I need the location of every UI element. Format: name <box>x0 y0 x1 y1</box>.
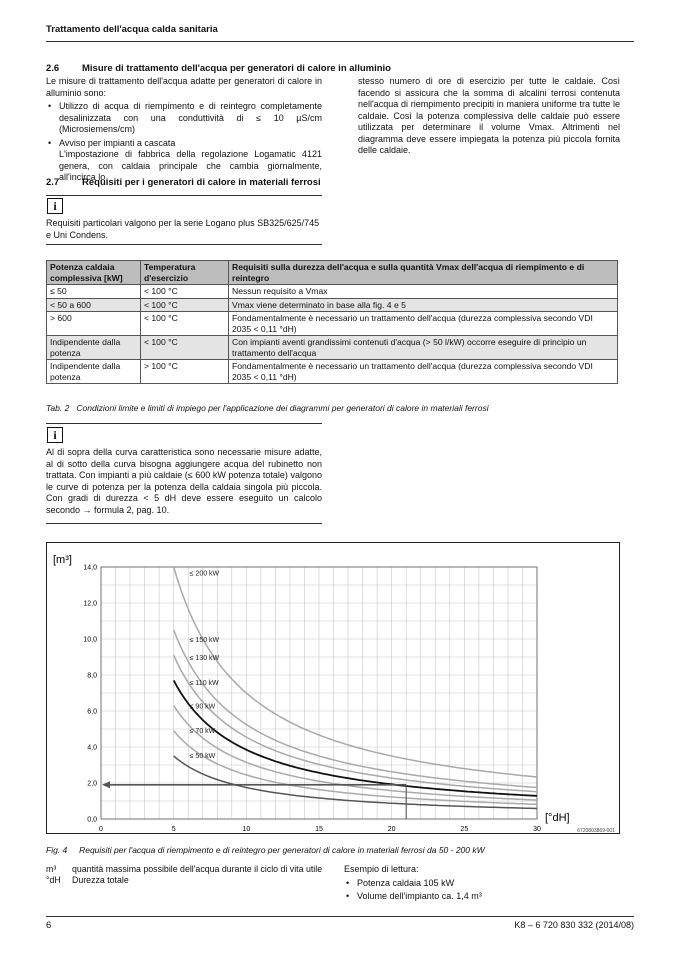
volume-hardness-chart <box>47 543 619 833</box>
x-tick-label: 0 <box>99 826 103 833</box>
y-tick-label: 8,0 <box>87 672 97 680</box>
note2-text: Al di sopra della curva caratteristica sono necessarie misure adatte, al di sotto della curva bisogna aggiungere acqua del rubinetto non trattata. Con impianti a più caldaie (≤ 600 kW potenza totale) valgono le curve di potenza per la potenza della caldaia singola più piccola. Con gradi di durezza < 5 dH deve essere eseguito un calcolo secondo → formula 2, pag. 10. <box>46 447 322 515</box>
example-title: Esempio di lettura: <box>344 864 419 874</box>
running-header: Trattamento dell'acqua calda sanitaria <box>46 24 218 35</box>
table-cell: < 100 °C <box>141 285 229 299</box>
series-label: ≤ 70 kW <box>189 727 216 735</box>
chart-frame <box>46 542 620 834</box>
section-2-6-heading <box>46 63 626 75</box>
note-rule-bottom <box>46 244 322 245</box>
reading-example-arrowhead <box>102 781 110 788</box>
table-cell: Vmax viene determinato in base alla fig. 4 e 5 <box>229 298 618 312</box>
bullet-item: • Avviso per impianti a cascata L'impostazione di fabbrica della regolazione Logamatic 4121 genera, con caldaia principale che cambia giornalmente, all'incirca lo <box>46 138 322 184</box>
x-tick-label: 30 <box>533 826 541 833</box>
table-row <box>47 360 618 384</box>
series-label: ≤ 90 kW <box>189 703 216 711</box>
legend-description: quantità massima possibile dell'acqua durante il ciclo di vita utile <box>72 864 323 874</box>
table-cell: Con impianti aventi grandissimi contenuti d'acqua (> 50 l/kW) occorre eseguire di principio un trattamento dell'acqua <box>229 336 618 360</box>
table-header: Requisiti sulla durezza dell'acqua e sulla quantità Vmax dell'acqua di riempimento e di reintegro <box>229 261 618 285</box>
series-line <box>174 680 537 796</box>
table-row <box>47 285 618 299</box>
series-label: ≤ 150 kW <box>189 637 220 644</box>
table-cell: Fondamentalmente è necessario un trattamento dell'acqua (durezza complessiva secondo VDI 2035 < 0,11 °dH) <box>229 312 618 336</box>
x-tick-label: 10 <box>242 826 251 833</box>
header-rule <box>46 41 634 42</box>
y-tick-label: 14,0 <box>83 564 97 572</box>
table-cell: ≤ 50 <box>47 285 141 299</box>
reading-example <box>344 864 624 903</box>
table-cell: < 100 °C <box>141 298 229 312</box>
series-label: ≤ 50 kW <box>189 753 216 761</box>
legend-description: Durezza totale <box>72 875 129 885</box>
series-label: ≤ 200 kW <box>189 570 220 578</box>
table-cell: < 100 °C <box>141 312 229 336</box>
x-tick-label: 5 <box>171 826 176 833</box>
table-header: Potenza caldaia complessiva [kW] <box>47 261 141 285</box>
y-tick-label: 10,0 <box>83 636 97 644</box>
table-header: Temperatura d'esercizio <box>141 261 229 285</box>
image-code: 6720803869-001 <box>577 828 615 833</box>
caption-text: Requisiti per l'acqua di riempimento e di reintegro per generatori di calore in materiali ferrosi da 50 - 200 kW <box>79 845 485 855</box>
table-row <box>47 312 618 336</box>
x-tick-label: 15 <box>315 826 323 833</box>
table-cell: < 100 °C <box>141 336 229 360</box>
section-2-6-left-column <box>46 76 322 184</box>
section-title: Requisiti per i generatori di calore in materiali ferrosi <box>82 177 321 188</box>
legend-row <box>46 875 326 886</box>
table-cell: Fondamentalmente è necessario un trattamento dell'acqua (durezza complessiva secondo VDI 2035 < 0,11 °dH) <box>229 360 618 384</box>
doc-reference: K8 – 6 720 830 332 (2014/08) <box>514 920 634 930</box>
bullet-item: • Utilizzo di acqua di riempimento e di reintegro completamente desalinizzata con una conduttività di ≤ 10 µS/cm (Microsiemens/cm) <box>46 101 322 136</box>
section-2-6-right-column: stesso numero di ore di esercizio per tutte le caldaie. Così facendo si assicura che la somma di alcalini terrosi contenuta nell'acqua di riempimento precipiti in maniera uniforme tra tutte le caldaie. Così la potenza complessiva delle caldaie può essere utilizzata per determinare il volume Vmax. Altrimenti nel diagramma deve essere impiegata la potenza più piccola fornita delle caldaie. <box>358 76 620 155</box>
y-tick-label: 0,0 <box>87 816 97 824</box>
y-axis-label: [m³] <box>53 554 72 566</box>
y-tick-label: 2,0 <box>87 780 97 788</box>
caption-text: Condizioni limite e limiti di impiego per l'applicazione dei diagrammi per generatori di calore in materiali ferrosi <box>76 403 489 413</box>
note2-rule-top <box>46 423 322 424</box>
note2-rule-bottom <box>46 523 322 524</box>
footer-rule <box>46 916 634 917</box>
page-number: 6 <box>46 920 52 931</box>
info-icon: i <box>47 427 63 443</box>
legend-symbol: °dH <box>46 875 61 885</box>
y-tick-label: 4,0 <box>87 744 97 752</box>
series-label: ≤ 130 kW <box>189 655 220 662</box>
table-row <box>47 336 618 360</box>
series-line <box>174 703 537 801</box>
table-cell: < 50 a 600 <box>47 298 141 312</box>
figure-caption <box>46 845 626 857</box>
section-2-6-intro: Le misure di trattamento dell'acqua adatte per generatori di calore in alluminio sono: <box>46 76 322 98</box>
y-tick-label: 6,0 <box>87 708 97 716</box>
y-tick-label: 12,0 <box>83 600 97 608</box>
section-number: 2.6 <box>46 63 60 74</box>
table-cell: Nessun requisito a Vmax <box>229 285 618 299</box>
section-title: Misure di trattamento dell'acqua per generatori di calore in alluminio <box>82 63 391 74</box>
section-number: 2.7 <box>46 177 60 188</box>
table-cell: Indipendente dalla potenza <box>47 360 141 384</box>
legend-row <box>46 864 326 875</box>
x-axis-label: [°dH] <box>545 812 570 824</box>
table-caption <box>46 403 626 415</box>
x-tick-label: 25 <box>460 826 469 833</box>
note-text: Requisiti particolari valgono per la serie Logano plus SB325/625/745 e Uni Condens. <box>46 218 320 240</box>
table-cell: > 600 <box>47 312 141 336</box>
example-item: • Volume dell'impianto ca. 1,4 m³ <box>344 891 624 903</box>
example-item: • Potenza caldaia 105 kW <box>344 878 624 890</box>
series-line <box>174 630 537 788</box>
caption-label: Tab. 2 <box>46 403 70 413</box>
series-label: ≤ 110 kW <box>189 680 219 688</box>
section-2-7-heading <box>46 177 336 189</box>
caption-label: Fig. 4 <box>46 845 68 855</box>
requirements-table <box>46 260 618 384</box>
table-cell: > 100 °C <box>141 360 229 384</box>
legend-symbol: m³ <box>46 864 57 874</box>
table-cell: Indipendente dalla potenza <box>47 336 141 360</box>
x-tick-label: 20 <box>387 826 396 833</box>
table-row <box>47 298 618 312</box>
legend <box>46 864 326 886</box>
series-line <box>174 567 537 777</box>
note-rule-top <box>46 195 322 196</box>
info-icon: i <box>47 198 63 214</box>
